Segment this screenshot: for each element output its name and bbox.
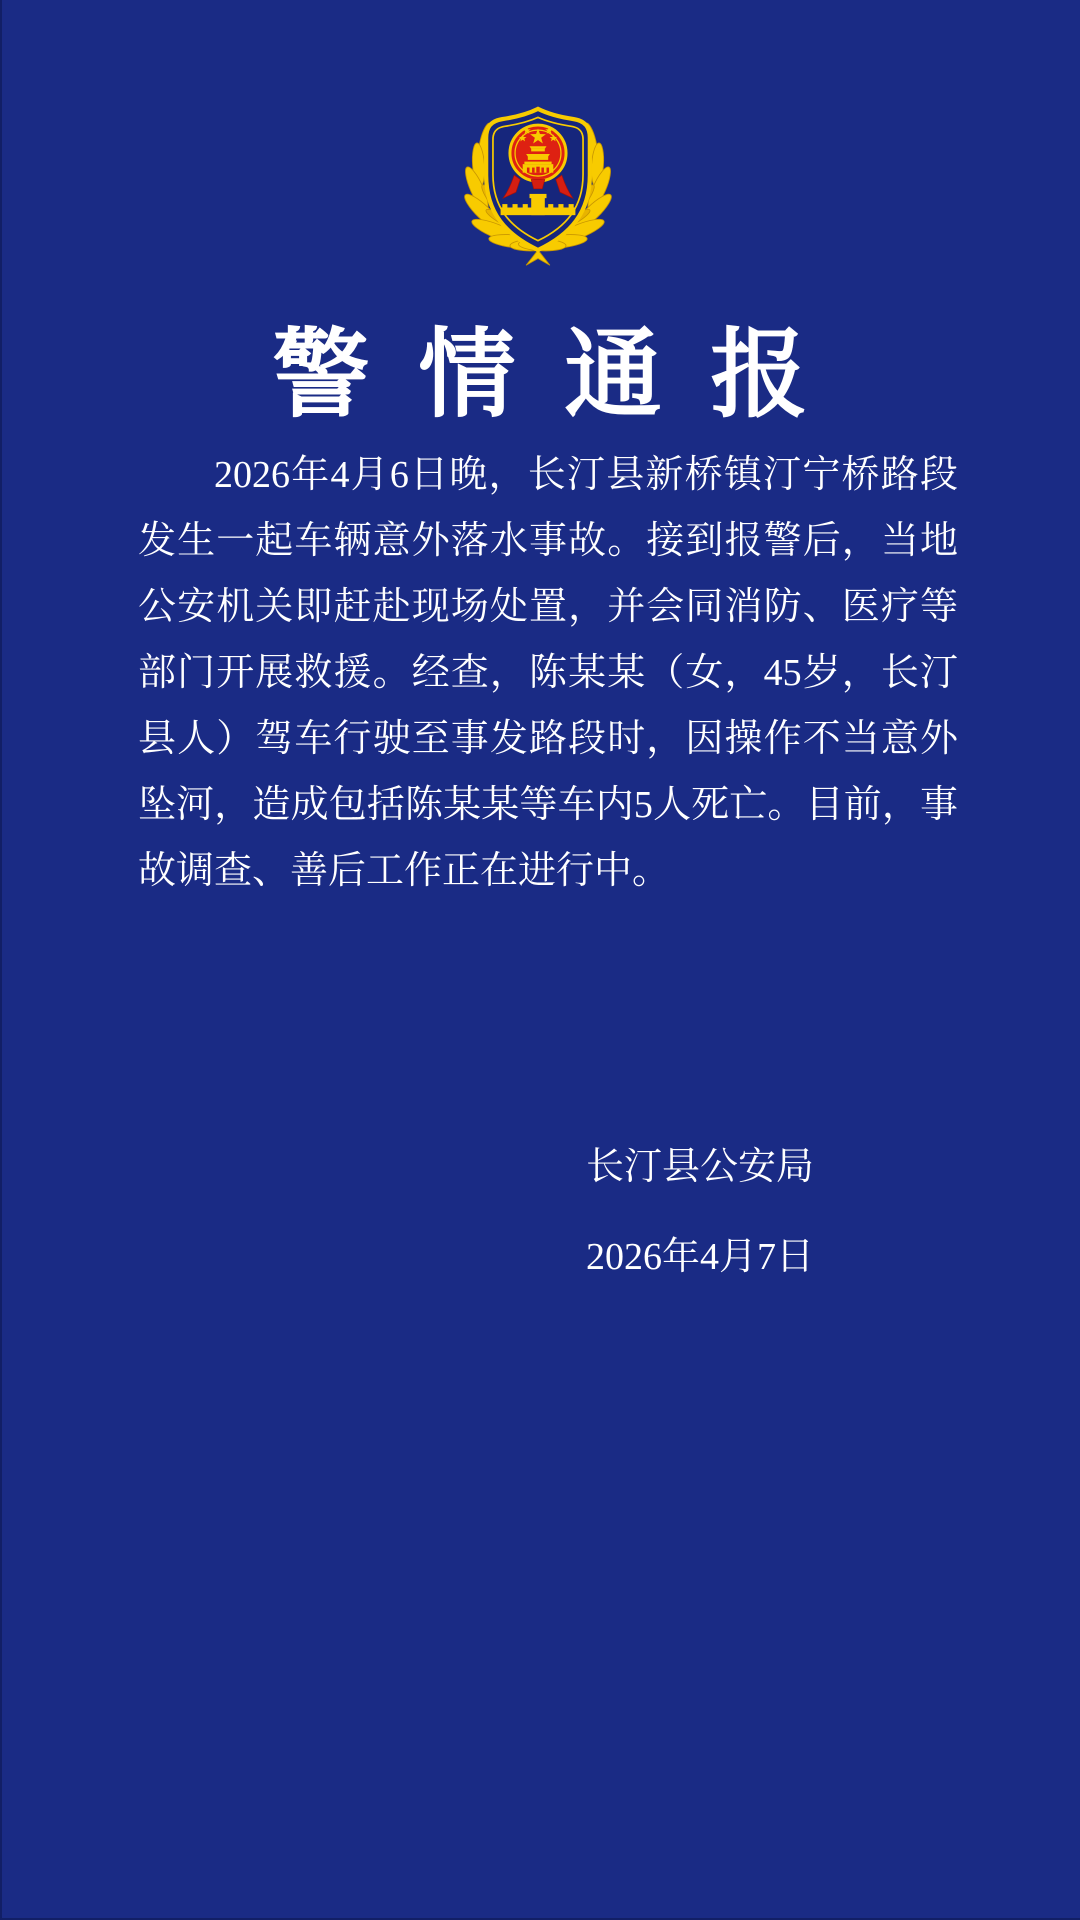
notice-body — [138, 442, 958, 904]
body-line: 发生一起车辆意外落水事故。接到报警后，当地 — [138, 520, 958, 562]
body-line: 县人）驾车行驶至事发路段时，因操作不当意外 — [138, 718, 958, 760]
notice-signature — [540, 1122, 860, 1302]
notice-title: 警情通报 — [272, 322, 857, 429]
police-badge-icon — [453, 94, 623, 270]
body-line: 坠河，造成包括陈某某等车内5人死亡。目前，事 — [138, 784, 958, 826]
body-line: 2026年4月6日晚，长汀县新桥镇汀宁桥路段 — [214, 454, 958, 496]
body-line: 公安机关即赶赴现场处置，并会同消防、医疗等 — [138, 586, 958, 628]
body-line: 故调查、善后工作正在进行中。 — [138, 850, 671, 892]
body-line: 部门开展救援。经查，陈某某（女，45岁，长汀 — [138, 652, 958, 694]
signature-agency: 长汀县公安局 — [585, 1146, 814, 1188]
signature-date: 2026年4月7日 — [585, 1236, 814, 1278]
